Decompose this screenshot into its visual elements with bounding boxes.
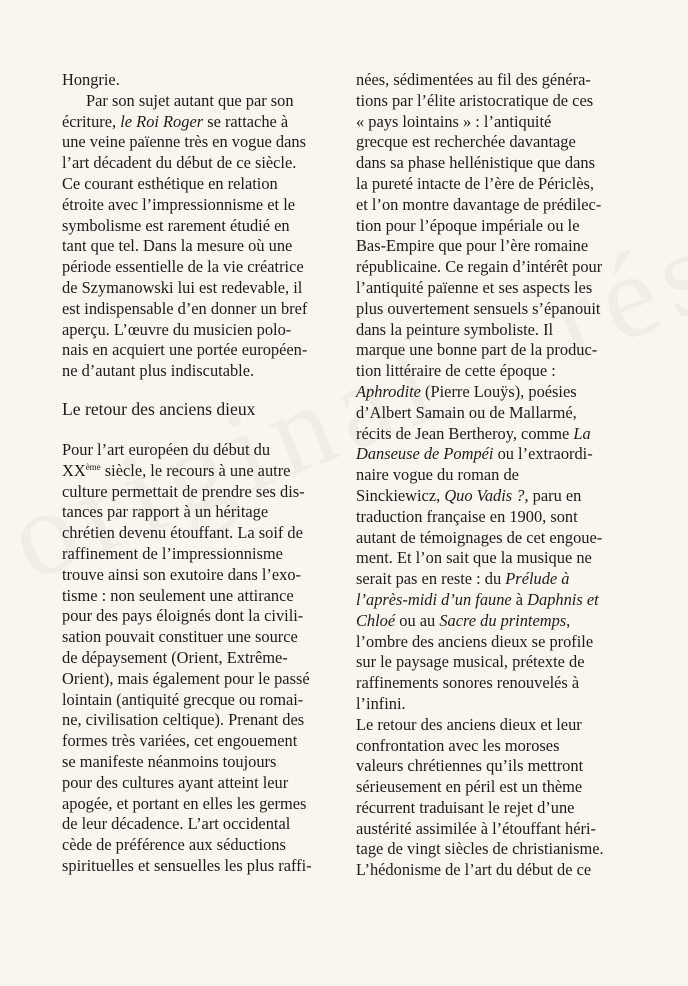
paragraph: [62, 440, 337, 877]
text-line: de dépaysement (Orient, Extrême-: [62, 647, 288, 667]
text-line: grecque est recherchée davantage: [356, 132, 576, 152]
text-line: austérité assimilée à l’étouffant héri-: [356, 818, 596, 838]
italic-title: Sacre du printemps: [439, 610, 567, 630]
text-line: cède de préférence aux séductions: [62, 835, 286, 855]
text-line: la pureté intacte de l’ère de Périclès,: [356, 173, 594, 193]
text-line: tions par l’élite aristocratique de ces: [356, 90, 594, 110]
text-line: chrétien devenu étouffant. La soif de: [62, 523, 303, 543]
text-line: tion littéraire de cette époque :: [356, 361, 556, 381]
left-column: [62, 70, 337, 877]
text-line: pour des cultures ayant atteint leur: [62, 772, 289, 792]
text-line: apogée, et portant en elles les germes: [62, 793, 307, 813]
text-line: aperçu. L’œuvre du musicien polo-: [62, 319, 292, 339]
text-line: période essentielle de la vie créatrice: [62, 257, 304, 277]
text-line: d’Albert Samain ou de Mallarmé,: [356, 402, 577, 422]
text-line: plus ouvertement sensuels s’épanouit: [356, 298, 601, 318]
italic-title: Chloé: [356, 610, 396, 630]
text-line: valeurs chrétiennes qu’ils mettront: [356, 756, 584, 776]
text-line: Orient), mais également pour le passé: [62, 668, 310, 688]
text-line: Bas-Empire que pour l’ère romaine: [356, 236, 589, 256]
paragraph: [356, 70, 635, 715]
text-line: Chloé ou au Sacre du printemps,: [356, 610, 571, 630]
text-line: Pour l’art européen du début du: [62, 439, 271, 459]
text-line: autant de témoignages de cet engoue-: [356, 527, 603, 547]
text-line: ne, civilisation celtique). Prenant des: [62, 710, 305, 730]
text-line: sation pouvait constituer une source: [62, 627, 298, 647]
paragraph: [62, 70, 337, 91]
text-line: est indispensable d’en donner un bref: [62, 298, 308, 318]
text-line: culture permettait de prendre ses dis-: [62, 481, 305, 501]
text-line: et l’on montre davantage de prédilec-: [356, 194, 602, 214]
text-line: tant que tel. Dans la mesure où une: [62, 236, 293, 256]
text-line: l’après-midi d’un faune à Daphnis et: [356, 589, 599, 609]
text-line: l’art décadent du début de ce siècle.: [62, 153, 297, 173]
italic-title: Quo Vadis ?: [444, 485, 525, 505]
text-line: sur le paysage musical, prétexte de: [356, 652, 585, 672]
text-line: l’antiquité païenne et ses aspects les: [356, 277, 593, 297]
text-line: dans la peinture symboliste. Il: [356, 319, 554, 339]
text-line: Hongrie.: [62, 70, 120, 89]
text-line: « pays lointains » : l’antiquité: [356, 111, 552, 131]
text-line: républicaine. Ce regain d’intérêt pour: [356, 257, 603, 277]
text-line: formes très variées, cet engouement: [62, 731, 298, 751]
text-line: se manifeste néanmoins toujours: [62, 751, 277, 771]
italic-title: le Roi Roger: [120, 111, 204, 131]
text-line: étroite avec l’impressionnisme et le: [62, 194, 296, 214]
text-line: tion pour l’époque impériale ou le: [356, 215, 580, 235]
text-line: de leur décadence. L’art occidental: [62, 814, 291, 834]
text-line: tage de vingt siècles de christianisme.: [356, 839, 604, 859]
text-line: Sinckiewicz, Quo Vadis ?, paru en: [356, 485, 582, 505]
text-line: nées, sédimentées au fil des généra-: [356, 70, 591, 89]
text-line: Danseuse de Pompéi ou l’extraordi-: [356, 444, 593, 464]
text-line: Par son sujet autant que par son: [86, 90, 294, 110]
text-line: Le retour des anciens dieux et leur: [356, 714, 582, 734]
italic-title: Aphrodite: [356, 381, 421, 401]
section-heading: Le retour des anciens dieux: [62, 398, 256, 419]
text-line: traduction française en 1900, sont: [356, 506, 578, 526]
text-line: naire vogue du roman de: [356, 465, 519, 485]
text-line: une veine païenne très en vogue dans: [62, 132, 306, 152]
text-line: l’ombre des anciens dieux se profile: [356, 631, 594, 651]
text-line: écriture, le Roi Roger se rattache à: [62, 111, 289, 131]
text-line: spirituelles et sensuelles les plus raffi-: [62, 855, 312, 875]
superscript: ème: [85, 461, 101, 472]
italic-title: Danseuse de Pompéi: [356, 444, 494, 464]
text-line: ne d’autant plus indiscutable.: [62, 361, 255, 381]
text-line: [62, 461, 337, 482]
text-line: raffinement de l’impressionnisme: [62, 543, 283, 563]
text-line: raffinements sonores renouvelés à: [356, 673, 580, 693]
text-line: trouve ainsi son exutoire dans l’exo-: [62, 564, 301, 584]
text-line: L’hédonisme de l’art du début de ce: [356, 860, 592, 880]
text-line: marque une bonne part de la produc-: [356, 340, 598, 360]
text-line: tisme : non seulement une attirance: [62, 585, 294, 605]
text-line: sérieusement en péril est un thème: [356, 777, 583, 797]
century-text: XX: [62, 460, 86, 480]
paragraph: [62, 91, 337, 382]
text-line: Aphrodite (Pierre Louÿs), poésies: [356, 381, 577, 401]
text-line: Ce courant esthétique en relation: [62, 173, 278, 193]
italic-title: Daphnis et: [527, 589, 599, 609]
text-line: symbolisme est rarement étudié en: [62, 215, 290, 235]
text-line: dans sa phase hellénistique que dans: [356, 153, 595, 173]
text-line: nais en acquiert une portée européen-: [62, 340, 308, 360]
text-line: tances par rapport à un héritage: [62, 502, 269, 522]
text-line: serait pas en reste : du Prélude à: [356, 569, 570, 589]
right-column: [356, 70, 635, 881]
paragraph: [356, 715, 635, 881]
text-line: de Szymanowski lui est redevable, il: [62, 277, 303, 297]
text-line: récurrent traduisant le rejet d’une: [356, 797, 575, 817]
text-line: l’infini.: [356, 693, 406, 713]
text-line: pour des pays éloignés dont la civili-: [62, 606, 304, 626]
text-line: ment. Et l’on sait que la musique ne: [356, 548, 592, 568]
italic-title: Prélude à: [505, 569, 570, 589]
text-line: lointain (antiquité grecque ou romai-: [62, 689, 304, 709]
text-line: confrontation avec les moroses: [356, 735, 560, 755]
text-line: récits de Jean Bertheroy, comme La: [356, 423, 591, 443]
line-group: [62, 482, 337, 877]
italic-title: La: [573, 423, 591, 443]
text-fragment: siècle, le recours à une autre: [100, 460, 291, 480]
italic-title: l’après-midi d’un faune: [356, 589, 512, 609]
